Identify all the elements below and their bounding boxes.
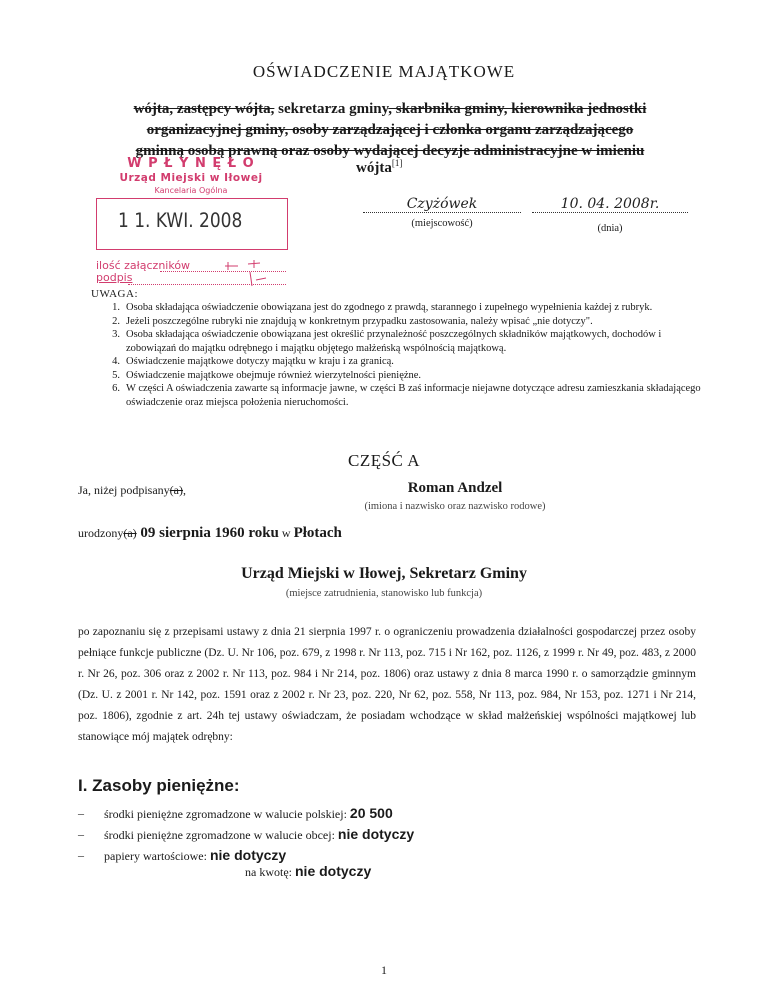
- stamp-initials-mark: [220, 258, 280, 290]
- note-item: 1. Osoba składająca oświadczenie obowiązana jest do zgodnego z prawdą, starannego i zupełnego wypełnienia każdej z rubryk.: [112, 302, 653, 313]
- legal-paragraph: po zapoznaniu się z przepisami ustawy z dnia 21 sierpnia 1997 r. o ograniczeniu prowadzenia działalności gospodarczej przez osoby pełniące funkcje publiczne (Dz. U. Nr 106, poz. 679, z 1998 r. Nr 113, poz. 715 i Nr 162, poz. 1126, z 1999 r. Nr 49, poz. 483, z 2000 r. Nr 26, poz. 306 oraz z 2002 r. Nr 113, poz. 984 i Nr 214, poz. 1806) oraz ustawy z dnia 8 marca 1990 r. o samorządzie gminnym (Dz. U. z 2001 r. Nr 142, poz. 1591 oraz z 2002 r. Nr 23, poz. 220, Nr 62, poz. 558, Nr 113, poz. 984, Nr 153, poz. 1271 i Nr 214, poz. 1806), zgodnie z art. 24h tej ustawy oświadczam, że posiadam wchodzące w skład małżeńskiej wspólności majątkowej lub stanowiące mój majątek odrębny:: [78, 626, 696, 743]
- stamp-office: Urząd Miejski w Iłowej: [119, 172, 263, 184]
- part-a-heading: CZĘŚĆ A: [348, 451, 420, 470]
- amount-line: na kwotę: nie dotyczy: [245, 863, 372, 879]
- page-number: 1: [381, 963, 387, 977]
- section-1-list: [78, 803, 698, 866]
- header-line-1: [80, 99, 700, 120]
- stamp-dept: Kancelaria Ogólna: [154, 186, 228, 195]
- note-item: 2. Jeżeli poszczególne rubryki nie znajdują w konkretnym przypadku zastosowania, należy wpisać „nie dotyczy".: [112, 315, 593, 327]
- header-wojta: wójta: [356, 160, 392, 176]
- place-label: (miejscowość): [411, 218, 473, 229]
- note-item: 6. W części A oświadczenia zawarte są informacje jawne, w części B zaś informacje niejawne dotyczące adresu zamieszkania składającego oświadczenie oraz miejsca położenia nieruchomości.: [112, 383, 701, 408]
- employer: Urząd Miejski w Iłowej, Sekretarz Gminy: [241, 565, 527, 582]
- notes-list: [92, 301, 712, 409]
- header-footnote: [1]: [391, 158, 403, 168]
- note-item: 4. Oświadczenie majątkowe dotyczy majątku w kraju i za granicą.: [112, 356, 394, 367]
- signed-line: Ja, niżej podpisany(a),: [78, 483, 186, 497]
- header-line-4: [356, 158, 402, 177]
- header-strike-1a: wójta, zastępcy wójta,: [133, 101, 275, 117]
- date-field: 10. 04. 2008r.: [532, 196, 688, 213]
- declarant-name: Roman Andzel: [407, 480, 503, 496]
- section-1-heading: I. Zasoby pieniężne:: [78, 776, 240, 795]
- stamp-date: 1 1. KWI. 2008: [118, 209, 243, 233]
- list-item: – środki pieniężne zgromadzone w walucie polskiej: 20 500: [78, 805, 393, 821]
- place-field: Czyżówek: [363, 196, 521, 213]
- header-secretary: sekretarza gminy: [274, 101, 389, 117]
- stamp-signature: podpis: [96, 271, 133, 284]
- document-title: OŚWIADCZENIE MAJĄTKOWE: [252, 62, 516, 81]
- header-line-2: organizacyjnej gminy, osoby zarządzającej i członka organu zarządzającego: [146, 122, 634, 138]
- header-strike-1b: , skarbnika gminy, kierownika jednostki: [388, 101, 647, 117]
- stamp-attachments: ilość załączników: [96, 259, 191, 272]
- note-item: 5. Oświadczenie majątkowe obejmuje również wierzytelności pieniężne.: [112, 369, 422, 381]
- employer-label: (miejsce zatrudnienia, stanowisko lub funkcja): [285, 588, 483, 599]
- notes-heading: UWAGA:: [91, 288, 138, 300]
- note-item: 3. Osoba składająca oświadczenie obowiązana jest określić przynależność poszczególnych składników majątkowych, dochodów i zobowiązań do majątku odrębnego i majątku objętego małżeńską wspólnością majątkową.: [112, 329, 662, 354]
- list-item: – środki pieniężne zgromadzone w walucie obcej: nie dotyczy: [78, 826, 415, 842]
- stamp-received: W P Ł Y N Ę Ł O: [127, 156, 255, 171]
- name-label: (imiona i nazwisko oraz nazwisko rodowe): [364, 501, 546, 512]
- list-item: – papiery wartościowe: nie dotyczy: [78, 847, 287, 863]
- date-label: (dnia): [597, 223, 623, 234]
- header-line-3: gminną osobą prawną oraz osoby wydającej decyzje administracyjne w imieniu: [135, 143, 645, 159]
- birth-line: urodzony(a) 09 sierpnia 1960 roku w Płotach: [78, 525, 342, 541]
